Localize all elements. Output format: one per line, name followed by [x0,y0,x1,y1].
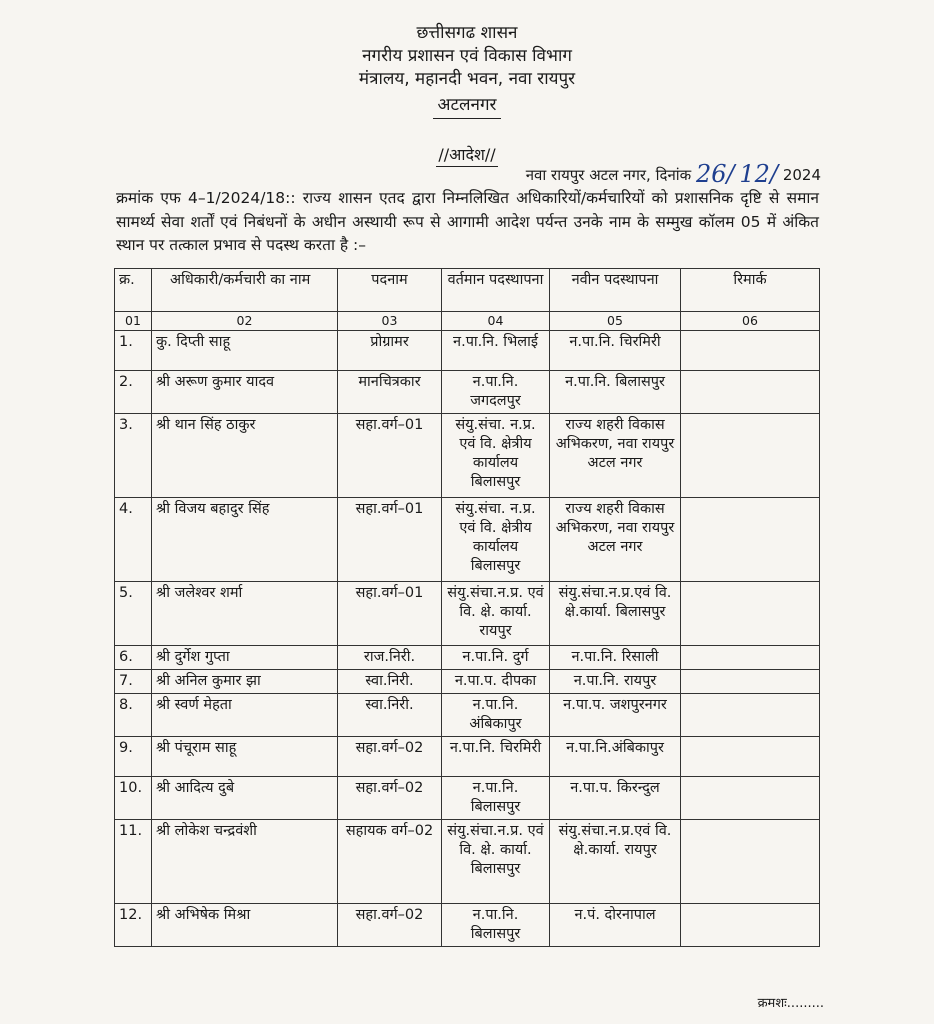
cell-post: प्रोग्रामर [338,331,442,371]
cell-name: कु. दिप्ती साहू [152,331,338,371]
table-row [115,582,820,646]
header-post: पदनाम [338,269,442,312]
cell-name: श्री स्वर्ण मेहता [152,694,338,737]
col-number: 03 [338,312,442,331]
cell-remark [681,904,820,947]
cell-post: स्वा.निरी. [338,670,442,694]
cell-new: संयु.संचा.न.प्र.एवं वि. क्षे.कार्या. रायपुर [550,820,681,904]
col-number: 06 [681,312,820,331]
cell-current: न.पा.नि. दुर्ग [442,646,550,670]
cell-new: न.पा.प. किरन्दुल [550,777,681,820]
table-row [115,737,820,777]
cell-new: न.पं. दोरनापाल [550,904,681,947]
cell-sn: 2. [115,371,152,414]
cell-new: न.पा.नि. रिसाली [550,646,681,670]
date-year: 2024 [782,166,821,184]
header-city [0,94,934,116]
col-number: 04 [442,312,550,331]
cell-post: सहा.वर्ग–02 [338,777,442,820]
cell-remark [681,371,820,414]
cell-post: सहायक वर्ग–02 [338,820,442,904]
header-new: नवीन पदस्थापना [550,269,681,312]
cell-new: न.पा.नि. बिलासपुर [550,371,681,414]
cell-post: राज.निरी. [338,646,442,670]
cell-current: संयु.संचा. न.प्र. एवं वि. क्षेत्रीय कार्यालय बिलासपुर [442,498,550,582]
cell-sn: 8. [115,694,152,737]
cell-sn: 11. [115,820,152,904]
cell-remark [681,777,820,820]
table-header-row [115,269,820,312]
dateline-place: नवा रायपुर अटल नगर, दिनांक [525,166,692,184]
cell-remark [681,414,820,498]
cell-current: संयु.संचा. न.प्र. एवं वि. क्षेत्रीय कार्यालय बिलासपुर [442,414,550,498]
table-row [115,670,820,694]
cell-remark [681,737,820,777]
cell-new: न.पा.प. जशपुरनगर [550,694,681,737]
table-row [115,414,820,498]
cell-remark [681,646,820,670]
cell-name: श्री अनिल कुमार झा [152,670,338,694]
cell-post: सहा.वर्ग–01 [338,498,442,582]
cell-name: श्री लोकेश चन्द्रवंशी [152,820,338,904]
cell-remark [681,694,820,737]
cell-remark [681,820,820,904]
header-government: छत्तीसगढ शासन [416,23,518,43]
header-sn: क्र. [115,269,152,312]
cell-current: संयु.संचा.न.प्र. एवं वि. क्षे. कार्या. रायपुर [442,582,550,646]
cell-post: मानचित्रकार [338,371,442,414]
cell-new: राज्य शहरी विकास अभिकरण, नवा रायपुर अटल नगर [550,414,681,498]
cell-new: न.पा.नि. रायपुर [550,670,681,694]
cell-new: न.पा.नि. चिरमिरी [550,331,681,371]
date-separator: / [769,160,779,188]
header-remark: रिमार्क [681,269,820,312]
continued-note: क्रमशः......... [757,996,824,1011]
dateline [526,160,821,188]
cell-current: न.पा.प. दीपका [442,670,550,694]
cell-name: श्री अभिषेक मिश्रा [152,904,338,947]
cell-name: श्री जलेश्वर शर्मा [152,582,338,646]
table-row [115,646,820,670]
cell-current: न.पा.नि. चिरमिरी [442,737,550,777]
cell-name: श्री विजय बहादुर सिंह [152,498,338,582]
cell-sn: 6. [115,646,152,670]
table-row [115,820,820,904]
cell-name: श्री आदित्य दुबे [152,777,338,820]
table-row [115,331,820,371]
cell-name: श्री दुर्गेश गुप्ता [152,646,338,670]
cell-new: राज्य शहरी विकास अभिकरण, नवा रायपुर अटल नगर [550,498,681,582]
cell-new: संयु.संचा.न.प्र.एवं वि. क्षे.कार्या. बिलासपुर [550,582,681,646]
table-body [115,331,820,947]
cell-post: स्वा.निरी. [338,694,442,737]
col-number: 02 [152,312,338,331]
date-month: 12 [739,160,770,188]
cell-name: श्री अरूण कुमार यादव [152,371,338,414]
cell-sn: 9. [115,737,152,777]
date-day: 26 [695,160,727,188]
order-paragraph: क्रमांक एफ 4–1/2024/18:: राज्य शासन एतद द्वारा निम्नलिखित अधिकारियों/कर्मचारियों को प्रशासनिक दृष्टि से समान सामर्थ्य सेवा शर्तों एवं निबंधनों के अधीन अस्थायी रूप से आगामी आदेश पर्यन्त उनके नाम के सम्मुख कॉलम 05 में अंकित स्थान पर तत्काल प्रभाव से पदस्थ करता है :– [116,189,819,254]
cell-sn: 3. [115,414,152,498]
table-row [115,904,820,947]
cell-sn: 12. [115,904,152,947]
col-number: 05 [550,312,681,331]
column-number-row [115,312,820,331]
cell-post: सहा.वर्ग–02 [338,904,442,947]
cell-remark [681,670,820,694]
cell-current: न.पा.नि. बिलासपुर [442,904,550,947]
cell-current: न.पा.नि. अंबिकापुर [442,694,550,737]
header-current: वर्तमान पदस्थापना [442,269,550,312]
table-row [115,371,820,414]
cell-sn: 5. [115,582,152,646]
cell-sn: 1. [115,331,152,371]
cell-post: सहा.वर्ग–02 [338,737,442,777]
cell-new: न.पा.नि.अंबिकापुर [550,737,681,777]
col-number: 01 [115,312,152,331]
cell-sn: 7. [115,670,152,694]
date-separator: / [726,160,735,188]
cell-remark [681,498,820,582]
cell-name: श्री थान सिंह ठाकुर [152,414,338,498]
cell-current: न.पा.नि. बिलासपुर [442,777,550,820]
table-row [115,777,820,820]
cell-current: न.पा.नि. जगदलपुर [442,371,550,414]
table-row [115,498,820,582]
posting-table [114,268,820,947]
header-name: अधिकारी/कर्मचारी का नाम [152,269,338,312]
cell-sn: 4. [115,498,152,582]
cell-sn: 10. [115,777,152,820]
header-city-text: अटलनगर [433,95,500,119]
cell-current: न.पा.नि. भिलाई [442,331,550,371]
table-row [115,694,820,737]
cell-current: संयु.संचा.न.प्र. एवं वि. क्षे. कार्या. बिलासपुर [442,820,550,904]
order-title-text: //आदेश// [436,145,497,167]
header-department: नगरीय प्रशासन एवं विकास विभाग [362,46,572,66]
cell-name: श्री पंचूराम साहू [152,737,338,777]
cell-remark [681,331,820,371]
cell-post: सहा.वर्ग–01 [338,582,442,646]
cell-remark [681,582,820,646]
header-address: मंत्रालय, महानदी भवन, नवा रायपुर [358,69,576,89]
cell-post: सहा.वर्ग–01 [338,414,442,498]
